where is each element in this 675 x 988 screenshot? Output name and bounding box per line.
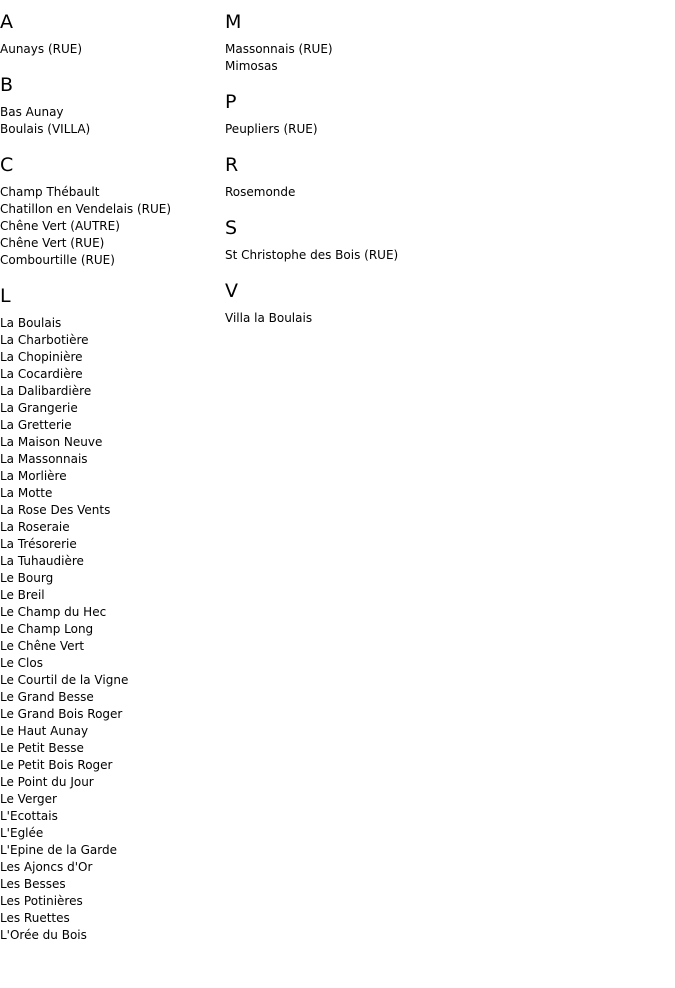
letter-group xyxy=(0,11,225,58)
street-link[interactable]: Chatillon en Vendelais (RUE) xyxy=(0,202,172,216)
street-link[interactable]: La Massonnais xyxy=(0,452,88,466)
street-link[interactable]: Les Ruettes xyxy=(0,911,70,925)
street-link[interactable]: Aunays (RUE) xyxy=(0,42,83,56)
street-link[interactable]: La Gretterie xyxy=(0,418,72,432)
street-link[interactable]: Le Point du Jour xyxy=(0,775,94,789)
section-letter-heading: C xyxy=(0,154,14,176)
street-link[interactable]: L'Ecottais xyxy=(0,809,58,823)
letter-group xyxy=(225,91,675,138)
left-column xyxy=(0,11,225,960)
section-letter-heading: R xyxy=(225,154,239,176)
street-link[interactable]: Les Potinières xyxy=(0,894,83,908)
section-letter-heading: P xyxy=(225,91,237,113)
street-link[interactable]: Bas Aunay xyxy=(0,105,64,119)
letter-group xyxy=(225,154,675,201)
street-link[interactable]: Boulais (VILLA) xyxy=(0,122,91,136)
street-link[interactable]: Combourtille (RUE) xyxy=(0,253,115,267)
street-link[interactable]: Le Breil xyxy=(0,588,45,602)
street-link[interactable]: Le Champ Long xyxy=(0,622,94,636)
street-link[interactable]: L'Eglée xyxy=(0,826,44,840)
street-link[interactable]: La Maison Neuve xyxy=(0,435,103,449)
street-link[interactable]: La Charbotière xyxy=(0,333,89,347)
street-link[interactable]: Le Bourg xyxy=(0,571,54,585)
street-link[interactable]: St Christophe des Bois (RUE) xyxy=(225,248,399,262)
letter-group xyxy=(0,154,225,269)
street-link[interactable]: Champ Thébault xyxy=(0,185,100,199)
street-link[interactable]: La Chopinière xyxy=(0,350,83,364)
section-letter-heading: V xyxy=(225,280,238,302)
section-letter-heading: B xyxy=(0,74,14,96)
street-link[interactable]: L'Orée du Bois xyxy=(0,928,87,942)
section-letter-heading: S xyxy=(225,217,238,239)
street-link[interactable]: La Trésorerie xyxy=(0,537,77,551)
street-link[interactable]: La Tuhaudière xyxy=(0,554,84,568)
street-link[interactable]: La Rose Des Vents xyxy=(0,503,111,517)
street-link[interactable]: Chêne Vert (RUE) xyxy=(0,236,105,250)
street-link[interactable]: L'Epine de la Garde xyxy=(0,843,118,857)
street-link[interactable]: Le Champ du Hec xyxy=(0,605,107,619)
street-link[interactable]: La Motte xyxy=(0,486,53,500)
section-letter-heading: A xyxy=(0,11,13,33)
letter-group xyxy=(225,217,675,264)
street-link[interactable]: La Roseraie xyxy=(0,520,70,534)
street-link[interactable]: Les Ajoncs d'Or xyxy=(0,860,93,874)
street-link[interactable]: La Morlière xyxy=(0,469,67,483)
street-link[interactable]: La Dalibardière xyxy=(0,384,92,398)
street-link[interactable]: Villa la Boulais xyxy=(225,311,313,325)
street-link[interactable]: Peupliers (RUE) xyxy=(225,122,318,136)
street-link[interactable]: Massonnais (RUE) xyxy=(225,42,333,56)
street-link[interactable]: La Grangerie xyxy=(0,401,78,415)
street-link[interactable]: Le Grand Besse xyxy=(0,690,94,704)
right-column xyxy=(225,11,675,343)
street-link[interactable]: Le Courtil de la Vigne xyxy=(0,673,129,687)
letter-group xyxy=(0,74,225,138)
street-link[interactable]: Mimosas xyxy=(225,59,278,73)
street-link[interactable]: Le Petit Bois Roger xyxy=(0,758,113,772)
street-link[interactable]: La Cocardière xyxy=(0,367,83,381)
street-link[interactable]: La Boulais xyxy=(0,316,62,330)
section-letter-heading: L xyxy=(0,285,11,307)
street-link[interactable]: Le Grand Bois Roger xyxy=(0,707,123,721)
street-link[interactable]: Le Petit Besse xyxy=(0,741,84,755)
street-link[interactable]: Chêne Vert (AUTRE) xyxy=(0,219,120,233)
section-letter-heading: M xyxy=(225,11,242,33)
street-link[interactable]: Le Haut Aunay xyxy=(0,724,89,738)
letter-group xyxy=(225,11,675,75)
street-link[interactable]: Rosemonde xyxy=(225,185,296,199)
street-link[interactable]: Le Verger xyxy=(0,792,57,806)
street-link[interactable]: Le Clos xyxy=(0,656,43,670)
street-link[interactable]: Les Besses xyxy=(0,877,66,891)
letter-group xyxy=(0,285,225,944)
street-link[interactable]: Le Chêne Vert xyxy=(0,639,85,653)
letter-group xyxy=(225,280,675,327)
